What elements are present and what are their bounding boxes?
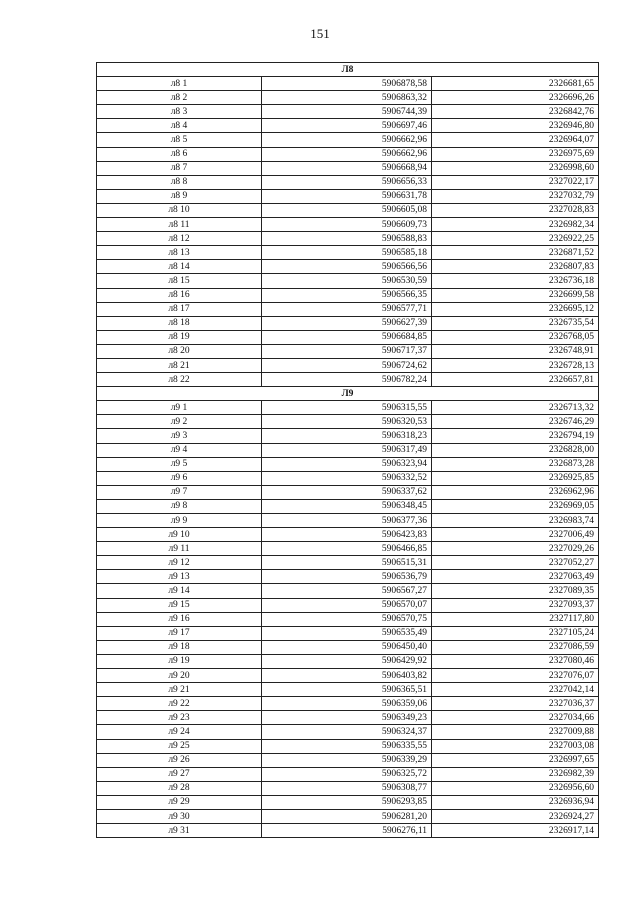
table-row	[97, 542, 599, 556]
table-row	[97, 795, 599, 809]
x-coordinate: 5906315,55	[262, 401, 432, 415]
x-coordinate: 5906429,92	[262, 654, 432, 668]
table-row	[97, 175, 599, 189]
y-coordinate: 2326998,60	[432, 161, 599, 175]
point-label: л9 7	[97, 485, 262, 499]
section-header-row	[97, 63, 599, 77]
y-coordinate: 2326842,76	[432, 105, 599, 119]
point-label: л8 18	[97, 316, 262, 330]
y-coordinate: 2326746,29	[432, 415, 599, 429]
point-label: л8 8	[97, 175, 262, 189]
point-label: л9 15	[97, 598, 262, 612]
y-coordinate: 2327093,37	[432, 598, 599, 612]
y-coordinate: 2327003,08	[432, 739, 599, 753]
point-label: л8 14	[97, 260, 262, 274]
table-row	[97, 584, 599, 598]
table-row	[97, 105, 599, 119]
table-row	[97, 401, 599, 415]
point-label: л8 20	[97, 344, 262, 358]
x-coordinate: 5906466,85	[262, 542, 432, 556]
coordinates-table-body	[97, 63, 599, 838]
x-coordinate: 5906536,79	[262, 570, 432, 584]
point-label: л8 19	[97, 330, 262, 344]
x-coordinate: 5906308,77	[262, 781, 432, 795]
table-row	[97, 203, 599, 217]
y-coordinate: 2326982,39	[432, 767, 599, 781]
point-label: л8 17	[97, 302, 262, 316]
table-row	[97, 415, 599, 429]
y-coordinate: 2326735,54	[432, 316, 599, 330]
y-coordinate: 2326982,34	[432, 218, 599, 232]
x-coordinate: 5906317,49	[262, 443, 432, 457]
table-row	[97, 626, 599, 640]
x-coordinate: 5906878,58	[262, 77, 432, 91]
point-label: л8 1	[97, 77, 262, 91]
table-row	[97, 556, 599, 570]
point-label: л9 14	[97, 584, 262, 598]
point-label: л9 12	[97, 556, 262, 570]
point-label: л9 9	[97, 514, 262, 528]
table-row	[97, 824, 599, 838]
table-row	[97, 161, 599, 175]
point-label: л9 6	[97, 471, 262, 485]
y-coordinate: 2327042,14	[432, 683, 599, 697]
table-row	[97, 302, 599, 316]
table-row	[97, 711, 599, 725]
point-label: л9 22	[97, 697, 262, 711]
x-coordinate: 5906656,33	[262, 175, 432, 189]
point-label: л9 11	[97, 542, 262, 556]
section-title: Л9	[97, 387, 599, 401]
table-row	[97, 753, 599, 767]
point-label: л9 17	[97, 626, 262, 640]
y-coordinate: 2327117,80	[432, 612, 599, 626]
x-coordinate: 5906662,96	[262, 133, 432, 147]
point-label: л8 15	[97, 274, 262, 288]
y-coordinate: 2326917,14	[432, 824, 599, 838]
point-label: л9 10	[97, 528, 262, 542]
table-row	[97, 485, 599, 499]
table-row	[97, 133, 599, 147]
y-coordinate: 2327063,49	[432, 570, 599, 584]
table-row	[97, 739, 599, 753]
table-row	[97, 246, 599, 260]
x-coordinate: 5906631,78	[262, 189, 432, 203]
y-coordinate: 2327086,59	[432, 640, 599, 654]
x-coordinate: 5906566,35	[262, 288, 432, 302]
point-label: л9 25	[97, 739, 262, 753]
table-row	[97, 598, 599, 612]
x-coordinate: 5906365,51	[262, 683, 432, 697]
table-row	[97, 697, 599, 711]
y-coordinate: 2326736,18	[432, 274, 599, 288]
table-row	[97, 514, 599, 528]
y-coordinate: 2326924,27	[432, 809, 599, 823]
table-row	[97, 119, 599, 133]
y-coordinate: 2327022,17	[432, 175, 599, 189]
x-coordinate: 5906566,56	[262, 260, 432, 274]
table-row	[97, 91, 599, 105]
y-coordinate: 2326969,05	[432, 499, 599, 513]
x-coordinate: 5906668,94	[262, 161, 432, 175]
table-row	[97, 260, 599, 274]
point-label: л8 16	[97, 288, 262, 302]
y-coordinate: 2327028,83	[432, 203, 599, 217]
table-row	[97, 669, 599, 683]
x-coordinate: 5906335,55	[262, 739, 432, 753]
y-coordinate: 2327052,27	[432, 556, 599, 570]
table-row	[97, 471, 599, 485]
point-label: л8 22	[97, 373, 262, 387]
y-coordinate: 2326873,28	[432, 457, 599, 471]
point-label: л8 6	[97, 147, 262, 161]
x-coordinate: 5906570,07	[262, 598, 432, 612]
x-coordinate: 5906717,37	[262, 344, 432, 358]
table-row	[97, 612, 599, 626]
y-coordinate: 2326975,69	[432, 147, 599, 161]
point-label: л9 18	[97, 640, 262, 654]
x-coordinate: 5906515,31	[262, 556, 432, 570]
point-label: л9 1	[97, 401, 262, 415]
x-coordinate: 5906403,82	[262, 669, 432, 683]
y-coordinate: 2326983,74	[432, 514, 599, 528]
x-coordinate: 5906348,45	[262, 499, 432, 513]
point-label: л9 19	[97, 654, 262, 668]
table-row	[97, 429, 599, 443]
y-coordinate: 2327080,46	[432, 654, 599, 668]
x-coordinate: 5906323,94	[262, 457, 432, 471]
table-row	[97, 189, 599, 203]
point-label: л9 26	[97, 753, 262, 767]
table-row	[97, 316, 599, 330]
point-label: л9 21	[97, 683, 262, 697]
point-label: л9 24	[97, 725, 262, 739]
x-coordinate: 5906724,62	[262, 358, 432, 372]
x-coordinate: 5906585,18	[262, 246, 432, 260]
x-coordinate: 5906293,85	[262, 795, 432, 809]
x-coordinate: 5906377,36	[262, 514, 432, 528]
point-label: л9 16	[97, 612, 262, 626]
y-coordinate: 2327032,79	[432, 189, 599, 203]
y-coordinate: 2326807,83	[432, 260, 599, 274]
y-coordinate: 2326962,96	[432, 485, 599, 499]
point-label: л9 23	[97, 711, 262, 725]
point-label: л8 4	[97, 119, 262, 133]
y-coordinate: 2326946,80	[432, 119, 599, 133]
x-coordinate: 5906281,20	[262, 809, 432, 823]
point-label: л8 13	[97, 246, 262, 260]
x-coordinate: 5906567,27	[262, 584, 432, 598]
point-label: л8 11	[97, 218, 262, 232]
x-coordinate: 5906359,06	[262, 697, 432, 711]
point-label: л8 21	[97, 358, 262, 372]
point-label: л9 8	[97, 499, 262, 513]
point-label: л9 13	[97, 570, 262, 584]
x-coordinate: 5906863,32	[262, 91, 432, 105]
coordinates-table	[96, 62, 599, 838]
y-coordinate: 2327036,37	[432, 697, 599, 711]
table-row	[97, 218, 599, 232]
y-coordinate: 2326681,65	[432, 77, 599, 91]
x-coordinate: 5906662,96	[262, 147, 432, 161]
x-coordinate: 5906697,46	[262, 119, 432, 133]
table-row	[97, 330, 599, 344]
point-label: л9 5	[97, 457, 262, 471]
point-label: л8 12	[97, 232, 262, 246]
x-coordinate: 5906627,39	[262, 316, 432, 330]
x-coordinate: 5906577,71	[262, 302, 432, 316]
y-coordinate: 2326871,52	[432, 246, 599, 260]
point-label: л9 4	[97, 443, 262, 457]
table-row	[97, 232, 599, 246]
y-coordinate: 2326699,58	[432, 288, 599, 302]
y-coordinate: 2326768,05	[432, 330, 599, 344]
y-coordinate: 2326964,07	[432, 133, 599, 147]
table-row	[97, 570, 599, 584]
section-title: Л8	[97, 63, 599, 77]
x-coordinate: 5906423,83	[262, 528, 432, 542]
table-row	[97, 499, 599, 513]
y-coordinate: 2327076,07	[432, 669, 599, 683]
point-label: л9 30	[97, 809, 262, 823]
y-coordinate: 2326922,25	[432, 232, 599, 246]
point-label: л8 3	[97, 105, 262, 119]
page-number: 151	[310, 26, 330, 41]
x-coordinate: 5906276,11	[262, 824, 432, 838]
table-row	[97, 725, 599, 739]
x-coordinate: 5906332,52	[262, 471, 432, 485]
x-coordinate: 5906450,40	[262, 640, 432, 654]
y-coordinate: 2327006,49	[432, 528, 599, 542]
section-header-row	[97, 387, 599, 401]
table-row	[97, 640, 599, 654]
y-coordinate: 2326956,60	[432, 781, 599, 795]
y-coordinate: 2326794,19	[432, 429, 599, 443]
table-row	[97, 443, 599, 457]
table-row	[97, 288, 599, 302]
x-coordinate: 5906349,23	[262, 711, 432, 725]
x-coordinate: 5906318,23	[262, 429, 432, 443]
table-row	[97, 457, 599, 471]
x-coordinate: 5906684,85	[262, 330, 432, 344]
x-coordinate: 5906535,49	[262, 626, 432, 640]
point-label: л9 20	[97, 669, 262, 683]
point-label: л9 31	[97, 824, 262, 838]
y-coordinate: 2327029,26	[432, 542, 599, 556]
y-coordinate: 2326997,65	[432, 753, 599, 767]
x-coordinate: 5906325,72	[262, 767, 432, 781]
table-row	[97, 654, 599, 668]
x-coordinate: 5906588,83	[262, 232, 432, 246]
table-row	[97, 147, 599, 161]
y-coordinate: 2326936,94	[432, 795, 599, 809]
table-row	[97, 767, 599, 781]
y-coordinate: 2326748,91	[432, 344, 599, 358]
table-row	[97, 274, 599, 288]
table-row	[97, 344, 599, 358]
y-coordinate: 2326713,32	[432, 401, 599, 415]
table-row	[97, 683, 599, 697]
y-coordinate: 2326728,13	[432, 358, 599, 372]
y-coordinate: 2327089,35	[432, 584, 599, 598]
point-label: л9 28	[97, 781, 262, 795]
x-coordinate: 5906530,59	[262, 274, 432, 288]
point-label: л8 10	[97, 203, 262, 217]
y-coordinate: 2326828,00	[432, 443, 599, 457]
y-coordinate: 2326925,85	[432, 471, 599, 485]
point-label: л8 5	[97, 133, 262, 147]
x-coordinate: 5906320,53	[262, 415, 432, 429]
y-coordinate: 2327009,88	[432, 725, 599, 739]
y-coordinate: 2327105,24	[432, 626, 599, 640]
x-coordinate: 5906609,73	[262, 218, 432, 232]
point-label: л8 9	[97, 189, 262, 203]
table-row	[97, 528, 599, 542]
point-label: л9 27	[97, 767, 262, 781]
x-coordinate: 5906339,29	[262, 753, 432, 767]
x-coordinate: 5906337,62	[262, 485, 432, 499]
table-row	[97, 809, 599, 823]
x-coordinate: 5906782,24	[262, 373, 432, 387]
y-coordinate: 2327034,66	[432, 711, 599, 725]
y-coordinate: 2326657,81	[432, 373, 599, 387]
point-label: л8 2	[97, 91, 262, 105]
point-label: л9 2	[97, 415, 262, 429]
x-coordinate: 5906605,08	[262, 203, 432, 217]
table-row	[97, 77, 599, 91]
y-coordinate: 2326695,12	[432, 302, 599, 316]
point-label: л8 7	[97, 161, 262, 175]
y-coordinate: 2326696,26	[432, 91, 599, 105]
table-row	[97, 373, 599, 387]
x-coordinate: 5906570,75	[262, 612, 432, 626]
x-coordinate: 5906324,37	[262, 725, 432, 739]
x-coordinate: 5906744,39	[262, 105, 432, 119]
point-label: л9 29	[97, 795, 262, 809]
point-label: л9 3	[97, 429, 262, 443]
table-row	[97, 781, 599, 795]
table-row	[97, 358, 599, 372]
